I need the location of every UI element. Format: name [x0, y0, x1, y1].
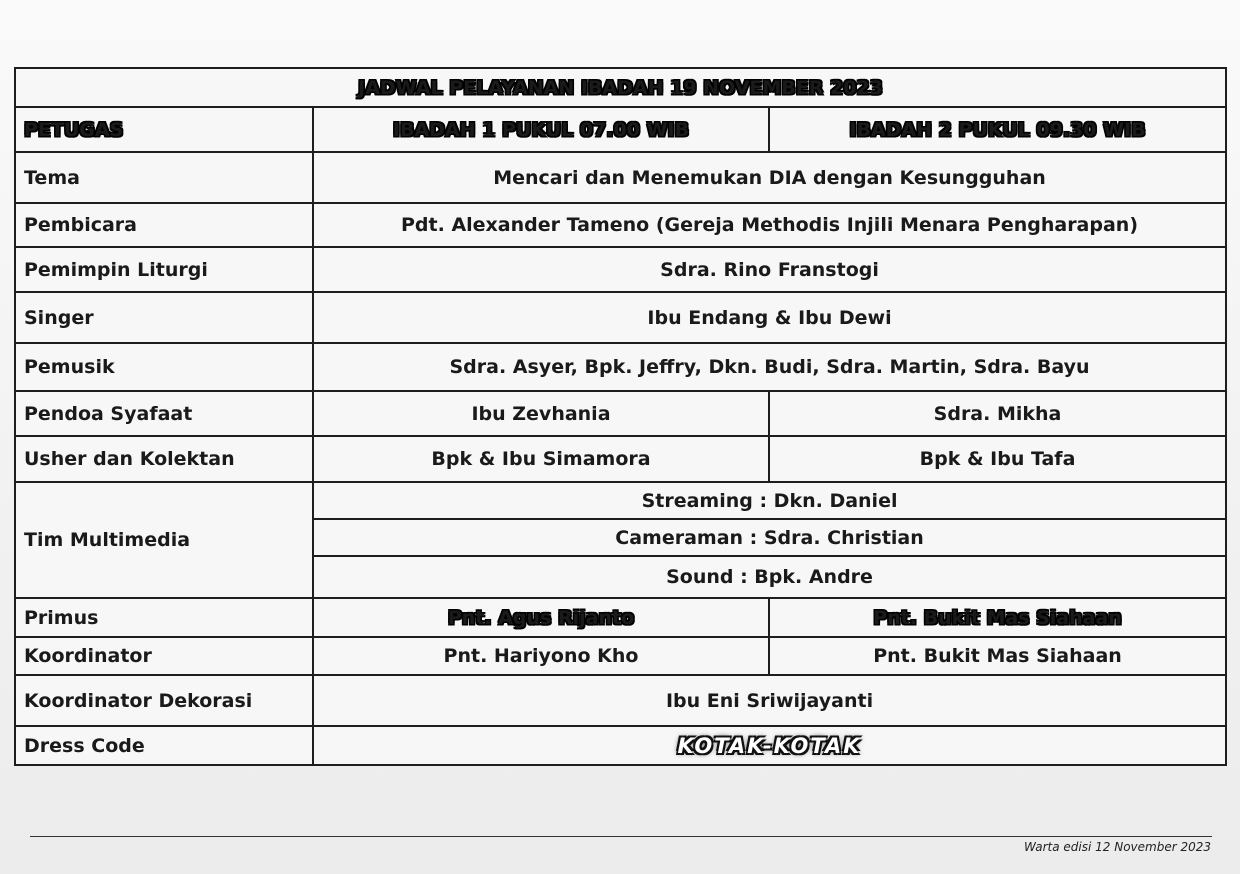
- pemusik-value: Sdra. Asyer, Bpk. Jeffry, Dkn. Budi, Sdra. Martin, Sdra. Bayu: [313, 343, 1226, 391]
- dress-pattern: [313, 726, 1226, 765]
- koordinator-ibadah-2: Pnt. Bukit Mas Siahaan: [769, 637, 1226, 675]
- singer-label: Singer: [15, 292, 313, 343]
- pembicara-label: Pembicara: [15, 203, 313, 247]
- usher-label: Usher dan Kolektan: [15, 436, 313, 482]
- footer-edition: Warta edisi 12 November 2023: [1024, 840, 1211, 854]
- footer-divider: [30, 836, 1212, 837]
- koordinator-label: Koordinator: [15, 637, 313, 675]
- header-row: [15, 107, 1226, 152]
- tema-value: Mencari dan Menemukan DIA dengan Kesungguhan: [313, 152, 1226, 203]
- header-ibadah-2: IBADAH 2 PUKUL 09.30 WIB: [769, 107, 1226, 152]
- dekorasi-label: Koordinator Dekorasi: [15, 675, 313, 726]
- dress-label: Dress Code: [15, 726, 313, 765]
- usher-ibadah-1: Bpk & Ibu Simamora: [313, 436, 769, 482]
- multimedia-cameraman: Cameraman : Sdra. Christian: [313, 519, 1226, 556]
- koordinator-ibadah-1: Pnt. Hariyono Kho: [313, 637, 769, 675]
- row-primus: [15, 598, 1226, 637]
- usher-ibadah-2: Bpk & Ibu Tafa: [769, 436, 1226, 482]
- multimedia-streaming: Streaming : Dkn. Daniel: [313, 482, 1226, 519]
- pendoa-label: Pendoa Syafaat: [15, 391, 313, 436]
- header-ibadah-1: IBADAH 1 PUKUL 07.00 WIB: [313, 107, 769, 152]
- multimedia-sound: Sound : Bpk. Andre: [313, 556, 1226, 598]
- row-singer: [15, 292, 1226, 343]
- liturgi-value: Sdra. Rino Franstogi: [313, 247, 1226, 292]
- row-dress-code: [15, 726, 1226, 765]
- row-multimedia-streaming: [15, 482, 1226, 519]
- tema-label: Tema: [15, 152, 313, 203]
- row-pemimpin-liturgi: [15, 247, 1226, 292]
- primus-ibadah-1: Pnt. Agus Rijanto: [313, 598, 769, 637]
- pemusik-label: Pemusik: [15, 343, 313, 391]
- title-row: [15, 68, 1226, 107]
- schedule-title: JADWAL PELAYANAN IBADAH 19 NOVEMBER 2023: [15, 68, 1226, 107]
- row-pembicara: [15, 203, 1226, 247]
- row-usher: [15, 436, 1226, 482]
- pendoa-ibadah-1: Ibu Zevhania: [313, 391, 769, 436]
- singer-value: Ibu Endang & Ibu Dewi: [313, 292, 1226, 343]
- row-pendoa-syafaat: [15, 391, 1226, 436]
- multimedia-label: Tim Multimedia: [15, 482, 313, 598]
- primus-label: Primus: [15, 598, 313, 637]
- header-petugas: PETUGAS: [15, 107, 313, 152]
- liturgi-label: Pemimpin Liturgi: [15, 247, 313, 292]
- row-koordinator: [15, 637, 1226, 675]
- row-koordinator-dekorasi: [15, 675, 1226, 726]
- row-pemusik: [15, 343, 1226, 391]
- dekorasi-value: Ibu Eni Sriwijayanti: [313, 675, 1226, 726]
- primus-ibadah-2: Pnt. Bukit Mas Siahaan: [769, 598, 1226, 637]
- pembicara-value: Pdt. Alexander Tameno (Gereja Methodis Injili Menara Pengharapan): [313, 203, 1226, 247]
- row-tema: [15, 152, 1226, 203]
- dress-value: KOTAK-KOTAK: [677, 733, 862, 758]
- schedule-table: [14, 67, 1227, 766]
- pendoa-ibadah-2: Sdra. Mikha: [769, 391, 1226, 436]
